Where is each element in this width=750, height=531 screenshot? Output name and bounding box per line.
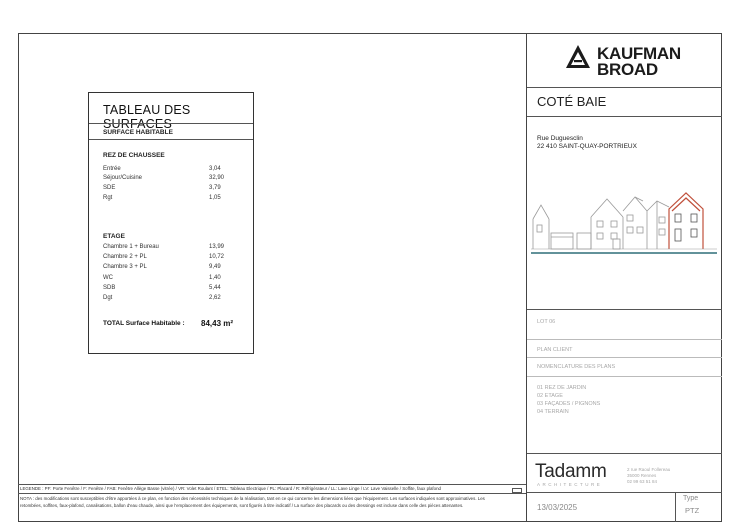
list-item: 01 REZ DE JARDIN bbox=[537, 385, 587, 391]
nota-line-2: retombées, soffites, faux-plafond, canalisations, ballon d'eau chaude, ainsi que l'emplacement des équipements, sont figurés à titre indicatif / La surface des placards ou des dressings est incluse dans celle des pièces attenantes. bbox=[20, 503, 464, 508]
title-block bbox=[526, 33, 722, 522]
row-value: 32,90 bbox=[209, 175, 225, 181]
row-label: Chambre 1 + Bureau bbox=[103, 244, 159, 250]
divider bbox=[527, 492, 722, 493]
project-street: Rue Duguesclin bbox=[537, 135, 583, 142]
divider bbox=[527, 453, 722, 454]
total-row bbox=[103, 320, 253, 327]
divider bbox=[675, 492, 676, 522]
divider bbox=[527, 309, 722, 310]
kaufman-broad-logo-icon bbox=[565, 44, 591, 70]
project-name: COTÉ BAIE bbox=[537, 94, 607, 109]
total-value: 84,43 m² bbox=[201, 319, 234, 328]
list-item: 03 FAÇADES / PIGNONS bbox=[537, 401, 601, 407]
row-label: SDB bbox=[103, 285, 116, 291]
surfaces-title: TABLEAU DES SURFACES bbox=[103, 103, 191, 131]
surfaces-table bbox=[88, 92, 254, 354]
row-value: 1,40 bbox=[209, 275, 221, 281]
type-value: PTZ bbox=[685, 506, 700, 515]
divider bbox=[18, 493, 526, 494]
architect-addr-1: 2 rue Raoul Follereau bbox=[627, 467, 671, 472]
row-value: 13,99 bbox=[209, 244, 225, 250]
plans-list bbox=[537, 384, 600, 416]
divider bbox=[527, 376, 722, 377]
lot-number: LOT 06 bbox=[537, 319, 556, 325]
row-value: 10,72 bbox=[209, 254, 225, 260]
row-value: 1,05 bbox=[209, 195, 221, 201]
ground-floor-heading: REZ DE CHAUSSEE bbox=[103, 152, 165, 159]
surfaces-subtitle: SURFACE HABITABLE bbox=[103, 129, 173, 136]
architect-address bbox=[627, 467, 670, 485]
row-value: 5,44 bbox=[209, 285, 221, 291]
architect-addr-2: 35000 Rennes bbox=[627, 473, 657, 478]
architect-logo: Tadamm bbox=[535, 461, 607, 482]
row-label: SDE bbox=[103, 185, 116, 191]
type-label: Type bbox=[683, 495, 699, 502]
legend-line: LEGENDE : PF: Porte Fenêtre / F: Fenêtre / FAB: Fenêtre Allège Basse (vitrée) / VR: Volet Roulant / ETEL: Tableau Electrique / PL: Placard / R: Réfrigérateur / LL: Lave Linge / LV: Lave Vaisselle / Soffite, faux plafond bbox=[20, 486, 441, 491]
total-label: TOTAL Surface Habitable : bbox=[103, 320, 185, 327]
legend-box bbox=[512, 488, 522, 493]
row-value: 2,62 bbox=[209, 295, 221, 301]
divider bbox=[527, 339, 722, 340]
row-label: Chambre 3 + PL bbox=[103, 264, 147, 270]
row-label: Rgt bbox=[103, 195, 113, 201]
divider bbox=[18, 484, 526, 485]
row-value: 3,79 bbox=[209, 185, 221, 191]
divider bbox=[527, 357, 722, 358]
divider bbox=[89, 139, 253, 140]
row-label: WC bbox=[103, 275, 113, 281]
project-address bbox=[537, 135, 637, 151]
plan-date: 13/03/2025 bbox=[537, 503, 578, 512]
nota-line-1: NOTA : des modifications sont susceptibles d'être apportées à ce plan, en fonction des nécessités techniques de la réalisation, tant en ce qui concerne les dimensions liées que l'équipement. Les surfaces indiquées sont approximatives. Les bbox=[20, 496, 485, 501]
row-value: 9,49 bbox=[209, 264, 221, 270]
list-item: 02 ETAGE bbox=[537, 393, 563, 399]
upper-floor-heading: ETAGE bbox=[103, 233, 125, 240]
facade-sketch bbox=[531, 189, 719, 269]
divider bbox=[527, 116, 722, 117]
row-value: 3,04 bbox=[209, 166, 221, 172]
list-item: 04 TERRAIN bbox=[537, 409, 569, 415]
nomenclature-heading: NOMENCLATURE DES PLANS bbox=[537, 364, 616, 370]
brand-name bbox=[597, 46, 681, 78]
architect-phone: 02 99 63 51 84 bbox=[627, 479, 658, 484]
brand-line-1: KAUFMAN bbox=[597, 44, 681, 63]
divider bbox=[89, 123, 253, 124]
row-label: Chambre 2 + PL bbox=[103, 254, 147, 260]
row-label: Dgt bbox=[103, 295, 113, 301]
architect-tagline: ARCHITECTURE bbox=[537, 482, 603, 487]
project-city: 22 410 SAINT-QUAY-PORTRIEUX bbox=[537, 143, 637, 150]
divider bbox=[527, 87, 722, 88]
row-label: Séjour/Cuisine bbox=[103, 175, 143, 181]
brand-line-2: BROAD bbox=[597, 60, 658, 79]
row-label: Entrée bbox=[103, 166, 121, 172]
plan-type: PLAN CLIENT bbox=[537, 347, 573, 353]
